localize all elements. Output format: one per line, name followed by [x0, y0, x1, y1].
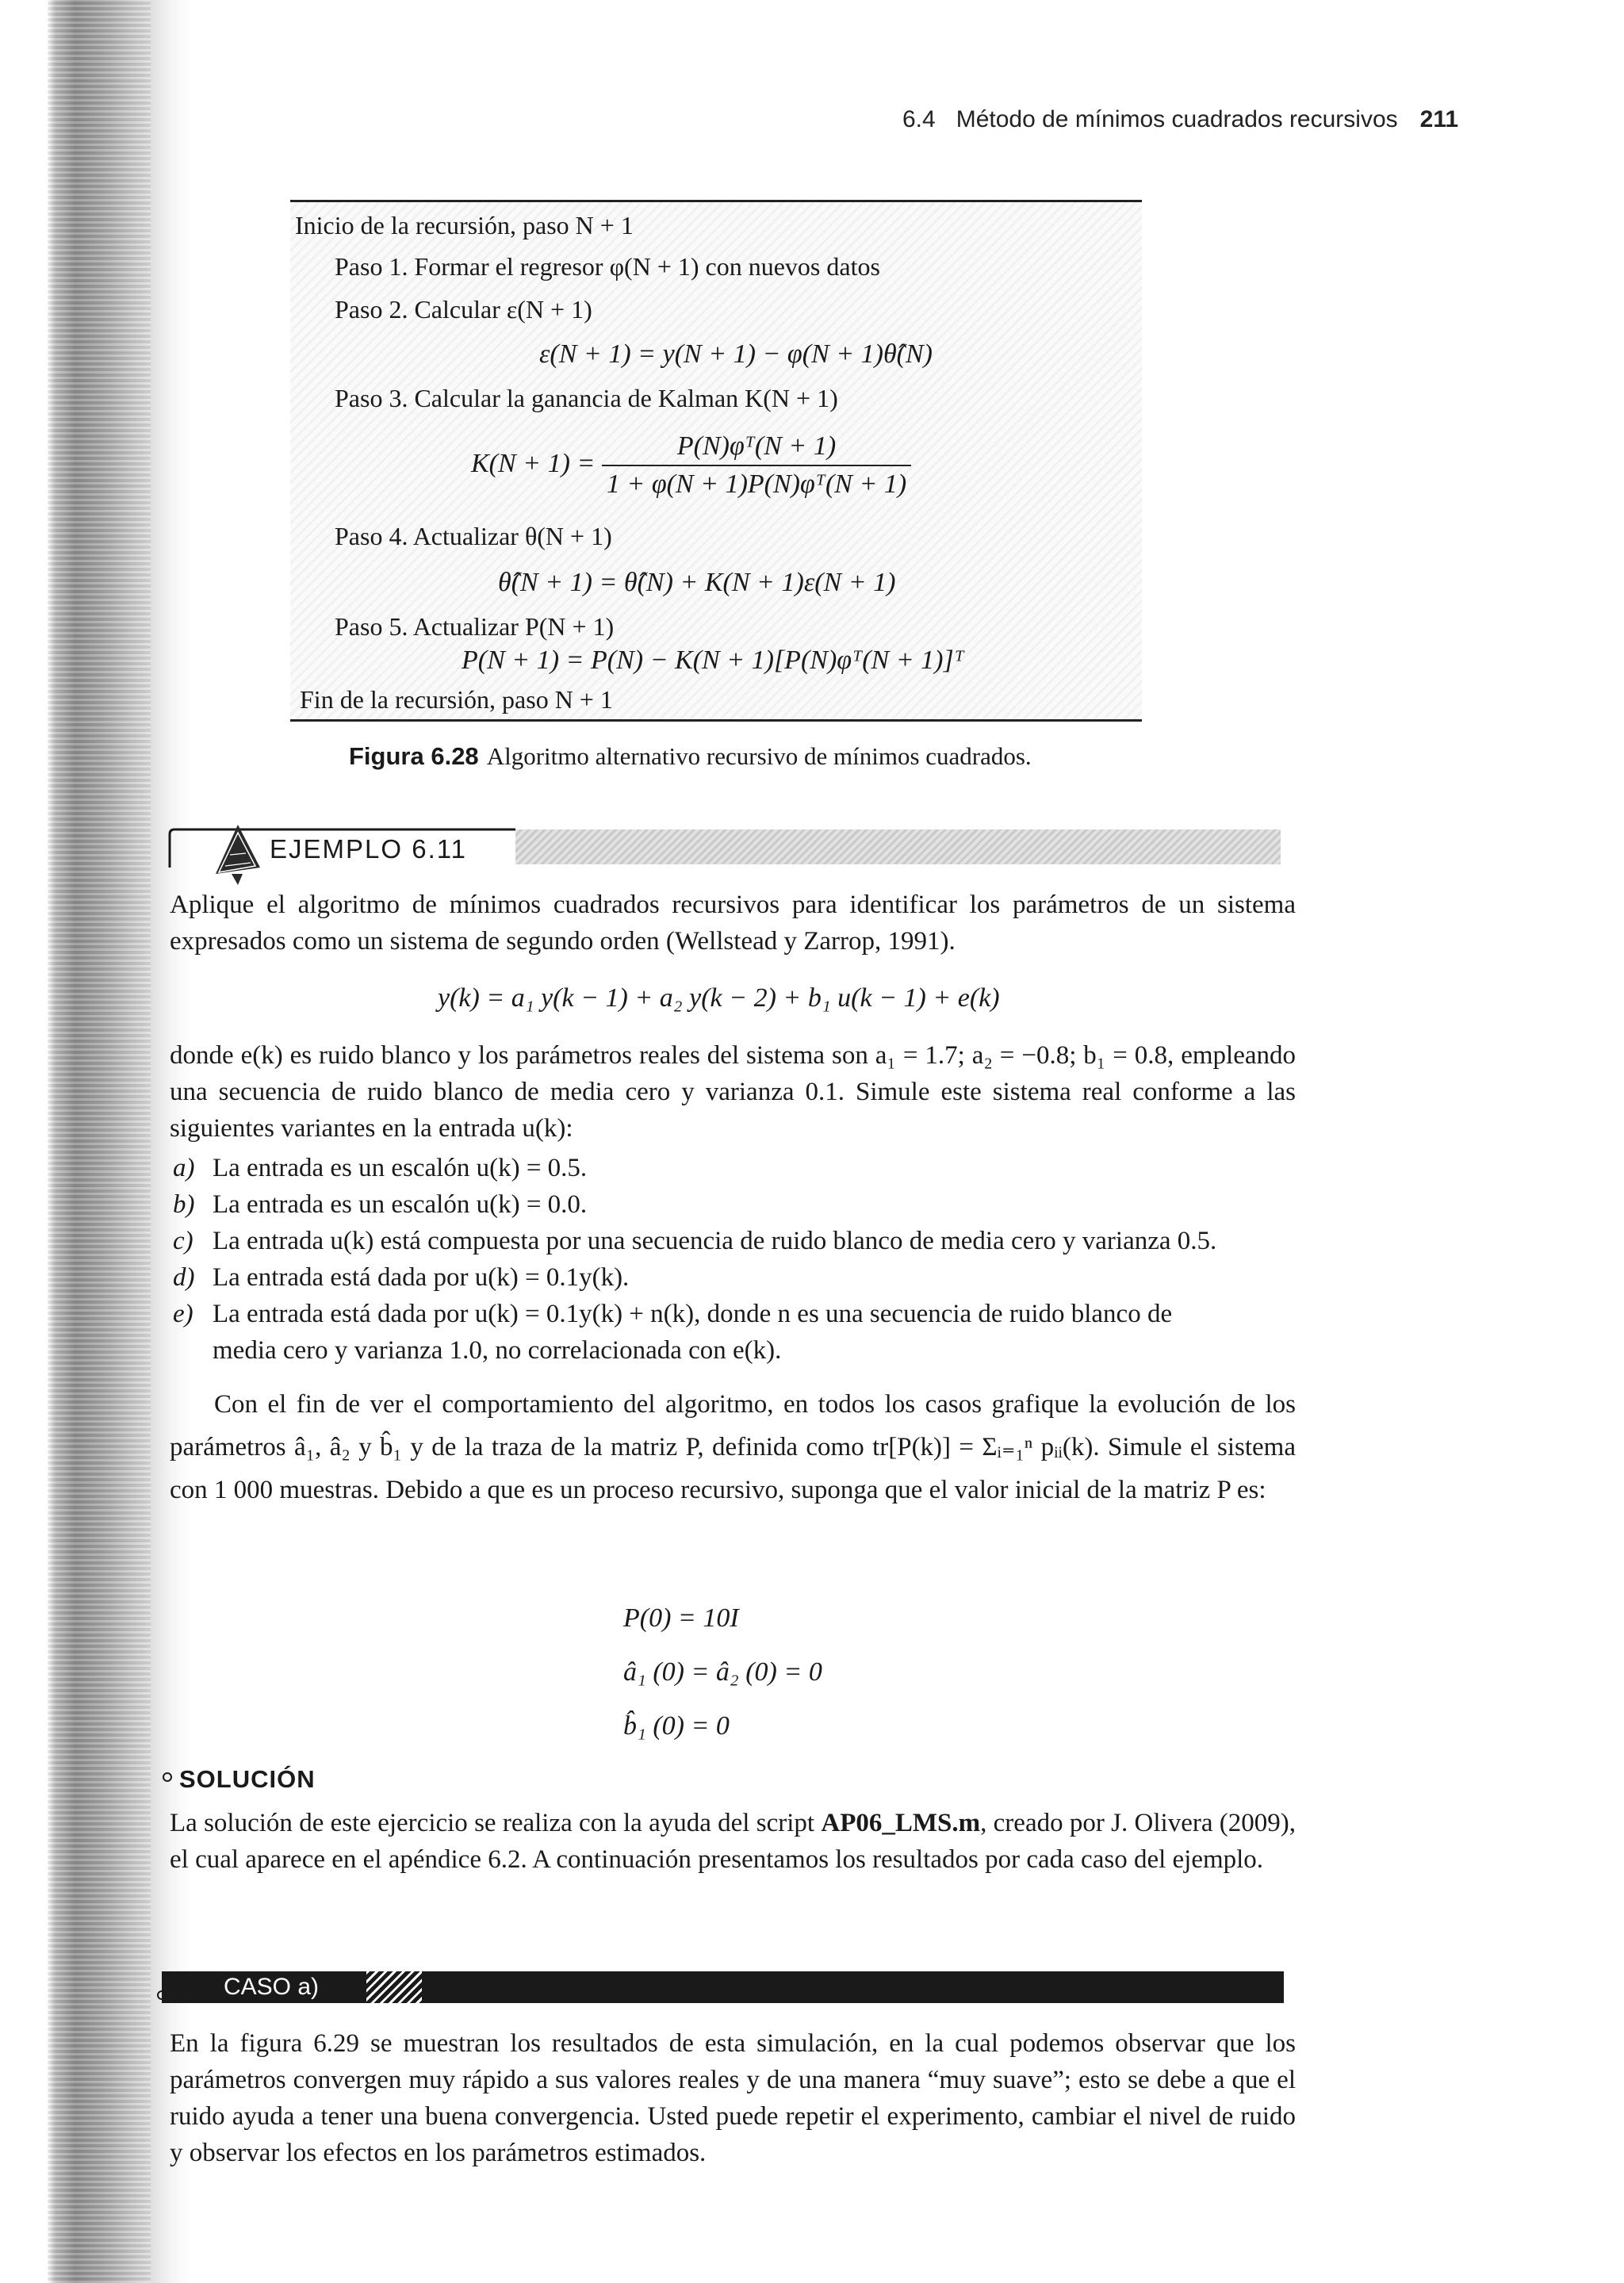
algorithm-eq-kalman: [471, 431, 911, 500]
list-item-d: [173, 1259, 629, 1296]
solution-text-before: La solución de este ejercicio se realiza con la ayuda del script: [170, 1809, 822, 1837]
list-item-a-text: La entrada es un escalón u(k) = 0.5.: [213, 1154, 588, 1182]
algorithm-step-2: Paso 2. Calcular ε(N + 1): [335, 295, 592, 324]
solution-text-after: , creado por J. Olivera (2009), el cual aparece en el apéndice 6.2. A continuación presentamos los resultados por cada caso del ejemplo.: [170, 1809, 1296, 1874]
case-a-stripes: [366, 1971, 422, 2003]
initial-condition-a: â₁ (0) = â₂ (0) = 0: [623, 1657, 822, 1687]
list-item-a: [173, 1150, 587, 1186]
solution-bullet-icon: [162, 1772, 173, 1783]
section-title: Método de mínimos cuadrados recursivos: [956, 106, 1398, 132]
initial-condition-p: P(0) = 10I: [623, 1603, 739, 1633]
algorithm-step-1: Paso 1. Formar el regresor φ(N + 1) con nuevos datos: [335, 252, 880, 281]
kalman-lhs: K(N + 1) =: [471, 448, 596, 478]
list-item-c-label: c): [173, 1227, 193, 1255]
list-item-e-continuation: media cero y varianza 1.0, no correlacionada con e(k).: [213, 1336, 782, 1365]
list-item-b-label: b): [173, 1190, 195, 1219]
algorithm-eq-covariance: P(N + 1) = P(N) − K(N + 1)[P(N)φᵀ(N + 1)]ᵀ: [462, 645, 964, 675]
example-intro: Aplique el algoritmo de mínimos cuadrados recursivos para identificar los parámetros de un sistema expresados como un sistema de segundo orden (Wellstead y Zarrop, 1991).: [170, 891, 1296, 956]
list-item-d-label: d): [173, 1263, 195, 1292]
case-a-label: CASO a): [214, 1971, 366, 2003]
page-binding-shadow: [0, 0, 190, 2283]
list-item-a-label: a): [173, 1154, 195, 1182]
list-item-b-text: La entrada es un escalón u(k) = 0.0.: [213, 1190, 588, 1219]
example-parameters-text: donde e(k) es ruido blanco y los parámetros reales del sistema son a₁ = 1.7; a₂ = −0.8; b₁ = 0.8, empleando una secuencia de ruido blanco de media cero y varianza 0.1. Simule este sistema real conforme a las siguientes variantes en la entrada u(k):: [170, 1041, 1296, 1143]
list-item-c: [173, 1223, 1216, 1259]
kalman-numerator: P(N)φᵀ(N + 1): [602, 431, 911, 466]
figure-caption: [349, 742, 1032, 771]
figure-caption-text: Algoritmo alternativo recursivo de mínimos cuadrados.: [486, 742, 1032, 770]
algorithm-eq-theta: θ̂(N + 1) = θ̂(N) + K(N + 1)ε(N + 1): [498, 568, 896, 597]
algorithm-step-4: Paso 4. Actualizar θ(N + 1): [335, 522, 612, 550]
list-item-e-label: e): [173, 1300, 193, 1328]
list-item-d-text: La entrada está dada por u(k) = 0.1y(k).: [213, 1263, 630, 1292]
list-item-c-text: La entrada u(k) está compuesta por una secuencia de ruido blanco de media cero y varianza 0.5.: [213, 1227, 1217, 1255]
algorithm-step-3: Paso 3. Calcular la ganancia de Kalman K(N + 1): [335, 384, 838, 412]
kalman-fraction: [602, 431, 911, 500]
case-a-hook-icon: [155, 1976, 187, 2003]
algorithm-start: Inicio de la recursión, paso N + 1: [295, 211, 634, 239]
algorithm-step-5: Paso 5. Actualizar P(N + 1): [335, 612, 615, 641]
example-model-equation: y(k) = a₁ y(k − 1) + a₂ y(k − 2) + b₁ u(k − 1) + e(k): [438, 983, 1000, 1013]
running-head: [902, 106, 1458, 133]
surface-plot-icon: [208, 818, 270, 887]
figure-label: Figura 6.28: [349, 742, 479, 770]
example-heading-hatch: [515, 829, 1281, 864]
list-item-b: [173, 1186, 587, 1223]
solution-heading: SOLUCIÓN: [179, 1765, 316, 1793]
case-a-heading-band: [162, 1971, 1284, 2003]
page-number: 211: [1419, 106, 1459, 132]
kalman-denominator: 1 + φ(N + 1)P(N)φᵀ(N + 1): [606, 469, 907, 499]
solution-script-name: AP06_LMS.m: [821, 1809, 981, 1837]
example-behavior-text: Con el fin de ver el comportamiento del algoritmo, en todos los casos grafique la evolución de los parámetros â₁, â₂ y b̂₁ y de la traza de la matriz P, definida como tr[P(k)] = Σᵢ₌₁ⁿ pᵢᵢ(k). Simule el sistema con 1 000 muestras. Debido a que es un proceso recursivo, suponga que el valor inicial de la matriz P es:: [170, 1390, 1296, 1504]
section-number: 6.4: [902, 106, 936, 132]
algorithm-end: Fin de la recursión, paso N + 1: [300, 685, 613, 714]
list-item-e: [173, 1296, 1172, 1332]
example-title: EJEMPLO 6.11: [270, 834, 467, 864]
initial-condition-b: b̂₁ (0) = 0: [623, 1711, 730, 1741]
algorithm-eq-error: ε(N + 1) = y(N + 1) − φ(N + 1)θ̂(N): [539, 339, 933, 369]
solution-text: [170, 1805, 1296, 1878]
list-item-e-text: La entrada está dada por u(k) = 0.1y(k) + n(k), donde n es una secuencia de ruido blanco de: [213, 1300, 1173, 1328]
case-a-text: En la figura 6.29 se muestran los resultados de esta simulación, en la cual podemos observar que los parámetros convergen muy rápido a sus valores reales y de una manera “muy suave”; esto se debe a que el ruido ayuda a tener una buena convergencia. Usted puede repetir el experimento, cambiar el nivel de ruido y observar los efectos en los parámetros estimados.: [170, 2029, 1296, 2167]
